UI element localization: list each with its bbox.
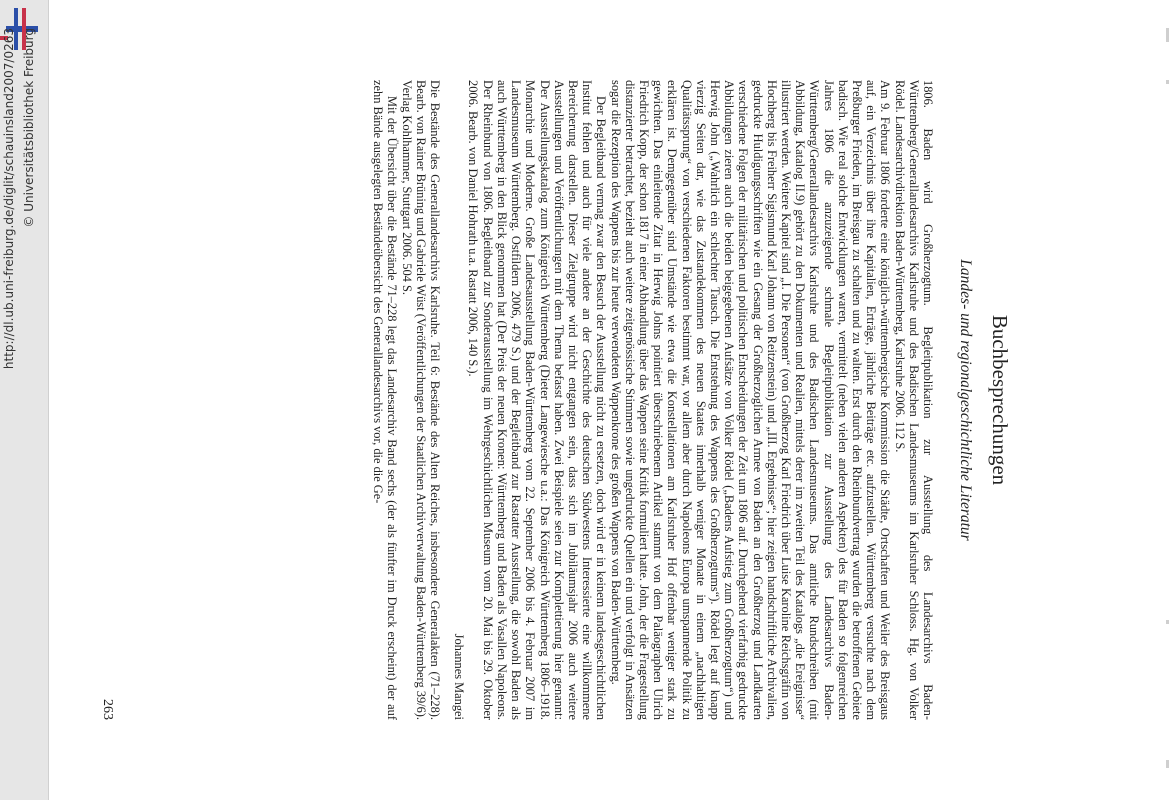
page-number: 263 bbox=[100, 699, 115, 720]
page-heading: Buchbesprechungen bbox=[988, 314, 1012, 486]
review-title-2: Die Bestände des Generallandesarchivs Karlsruhe. Teil 6: Bestände des Alten Reiches, insbesondere Generalakten (71–228). Bearb. von Rainer Brüning und Gabriele Wüst (Veröffentlichungen der Staatlichen Archivverwaltung Baden-Württemberg 39/6). Verlag Kohlhammer, Stuttgart 2006. 504 S. bbox=[399, 80, 443, 720]
scanned-page bbox=[32, 0, 1160, 800]
review-title-1: 1806. Baden wird Großherzogtum. Begleitpublikation zur Ausstellung des Landesarchivs Baden-Württemberg/Generallandesarchivs Karlsruhe und des Badischen Landesmuseums im Karlsruher Schloss. Hg. von Volker Rödel. Landesarchivdirektion Baden-Württemberg, Karlsruhe 2006. 112 S. bbox=[892, 80, 935, 720]
copyright-text: © Universitätsbibliothek Freiburg bbox=[22, 28, 36, 228]
review-paragraph-2: Der Begleitband vermag zwar den Besuch der Ausstellung nicht zu ersetzen, doch wird er in keinem landesgeschichtlichen Institut fehlen und auch für viele andere an der Geschichte des deutschen Südwestens Interessierte eine willkommene Bereicherung darstellen. Dieser Zielgruppe wird nicht entgangen sein, dass sich im Jubiläumsjahr 2006 auch weitere Ausstellungen und Veröffentlichungen mit dem Thema befasst haben. Zwei Beispiele seien zur Komplettierung hier genannt: Der Ausstellungskatalog zum Königreich Württemberg (Dieter Langewiesche u.a.: Das Königreich Württemberg 1806–1918. Monarchie und Moderne. Große Landesausstellung Baden-Württemberg vom 22. September 2006 bis 4. Februar 2007 im Landesmuseum Württemberg. Ostfildern 2006, 479 S.) und der Begleitband zur Rastatter Ausstellung, die sowohl Baden als auch Württemberg in den Blick genommen hat (Der Preis der neuen Kronen: Württemberg und Baden als Vasallen Napoleons. Der Rheinbund von 1806. Begleitband zur Sonderausstellung im Wehrgeschichtlichen Museum vom 20. Mai bis 29. Oktober 2006. Bearb. von Daniel Hohrath u.a. Rastatt 2006, 140 S.). bbox=[466, 80, 609, 720]
review-paragraph-1: Am 9. Februar 1806 forderte eine königlich-württembergische Kommission die Städte, Ortschaften und Weiler des Breisgaus auf, ein Verzeichnis über ihre Kapitalien, Erträge, jährliche Beiträge etc. aufzustellen. Württemberg versuchte nach dem Preßburger Frieden, im Breisgau zu schalten und zu walten. Erst durch den Rheinbundvertrag wurden die betroffenen Gebiete badisch. Wie real solche Entwicklungen waren, vermittelt (neben vielen anderen Aspekten) des für Baden so folgenreichen Jahres 1806 die anzuzeigende schmale Begleitpublikation zur Ausstellung des Landesarchivs Baden-Württemberg/Generallandesarchivs Karlsruhe und des Badischen Landesmuseums. Das amtliche Rundschreiben (mit Abbildung, Katalog II.9) gehört zu den Dokumenten und Realien, mittels derer im zweiten Teil des Katalogs „die Ereignisse“ illustriert werden. Weitere Kapitel sind „I. Die Personen“ (von Großherzog Karl Friedrich über Luise Karoline Reichsgräfin von Hochberg bis Freiherr Sigismund Karl Johann von Reitzenstein) und „III. Ergebnisse“; hier zeigen handschriftliche Archivalien, gedruckte Huldigungsschriften wie ein Gesang der Großherzoglichen Armee von Baden an den Großherzog und Landkarten verschiedene Folgen der militärischen und politischen Entscheidungen der Zeit um 1806 auf. Durchgehend vierfarbig gedruckte Abbildungen zieren auch die beiden beigegebenen Aufsätze von Volker Rödel („Badens Aufstieg zum Großherzogtum“) und Herwig John („Wahrlich ein schlechter Tausch. Die Entstehung des Wappens des Großherzogtums“). Rödel legt auf knapp vierzig Seiten dar, wie das Zustandekommen des neuen Staates innerhalb weniger Monate in einem „nachhaltigen Qualitätssprung“ von verschiedenen Faktoren bestimmt war, vor allem aber durch Napoleons Europa umspannende Politik zu erklären ist. Demgegenüber sind Umstände wie etwa die Konstellationen am Karlsruher Hof offenbar weniger stark zu gewichten. Das einleitende Zitat in Herwig Johns pointiert überschriebenem Artikel stammt von dem Paläographen Ulrich Friedrich Kopp, der schon 1817 in einer Abhandlung über das Wappen seine Kritik formuliert hatte. John, der die Fragestellung distanzierter betrachtet, bezieht auch weitere zeitgenössische Stimmen sowie ungedruckte Quellen ein und verfolgt in Ansätzen sogar die Rezeption des Wappens bis zur heute verwendeten Wappenkrone des großen Wappens von Baden-Württemberg. bbox=[608, 80, 893, 720]
review-paragraph-3: Mit der Übersicht über die Bestände 71–228 legt das Landesarchiv Band sechs (der als fünfter im Druck erscheint) der auf zehn Bände ausgelegten Beständeübersicht des Generallandesarchivs vor, die die Ge- bbox=[371, 80, 400, 720]
review-signature: Johannes Mangei bbox=[452, 633, 467, 720]
scan-edge-marks bbox=[1164, 20, 1174, 780]
article-body bbox=[371, 80, 935, 720]
source-url-link[interactable]: http://dl.ub.uni-freiburg.de/diglit/schauinsland2007/0263 bbox=[2, 28, 16, 370]
page-subheading: Landes- und regionalgeschichtliche Literatur bbox=[957, 259, 974, 541]
